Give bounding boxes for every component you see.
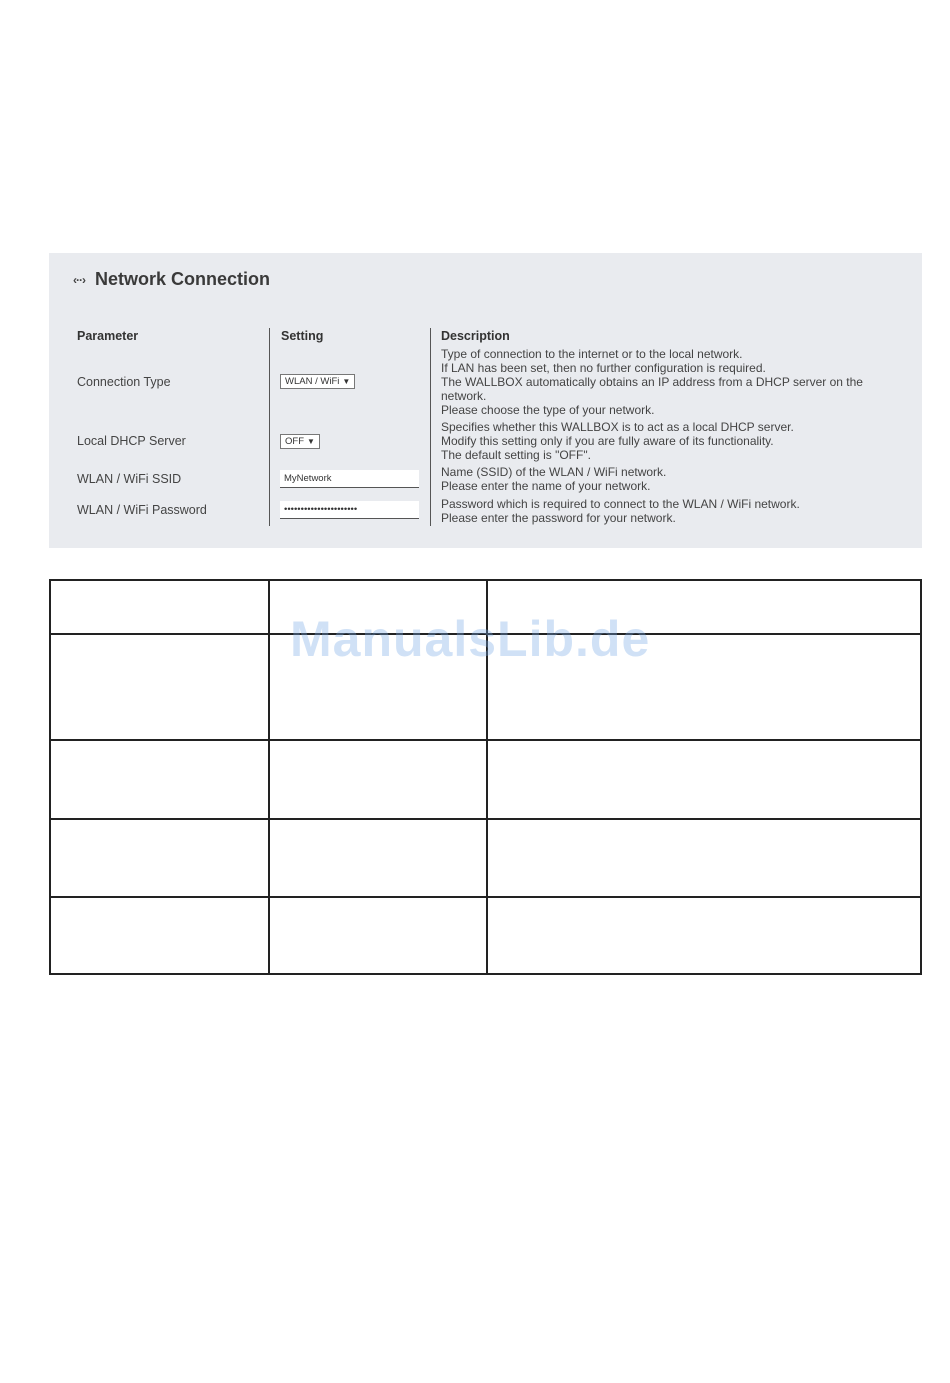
description-line: Name (SSID) of the WLAN / WiFi network. xyxy=(441,465,667,479)
column-divider-2 xyxy=(430,328,431,526)
description-line: The default setting is "OFF". xyxy=(441,448,591,462)
connection-type-description xyxy=(441,347,863,417)
watermark: ManualsLib.de xyxy=(290,611,651,667)
description-line: network. xyxy=(441,389,487,403)
password-label: WLAN / WiFi Password xyxy=(77,503,207,517)
ssid-label: WLAN / WiFi SSID xyxy=(77,472,182,486)
password-description xyxy=(441,497,800,525)
connection-type-select[interactable] xyxy=(280,374,355,389)
panel-title xyxy=(73,269,270,290)
column-header-parameter: Parameter xyxy=(77,329,139,343)
column-header-setting: Setting xyxy=(281,329,324,343)
description-line: Password which is required to connect to the WLAN / WiFi network. xyxy=(441,497,800,511)
dropdown-arrow-icon: ▼ xyxy=(307,437,315,446)
connection-type-value: WLAN / WiFi xyxy=(285,376,340,387)
network-arrows-icon: ‹··› xyxy=(73,272,85,287)
panel-title-text: Network Connection xyxy=(94,269,270,289)
table-column-divider xyxy=(268,581,270,973)
description-line: Specifies whether this WALLBOX is to act as a local DHCP server. xyxy=(441,420,794,434)
description-line: Modify this setting only if you are fully aware of its functionality. xyxy=(441,434,774,448)
ssid-input[interactable]: MyNetwork xyxy=(280,470,419,488)
dhcp-server-label: Local DHCP Server xyxy=(77,434,186,448)
column-header-description: Description xyxy=(441,329,510,343)
connection-type-label: Connection Type xyxy=(77,375,171,389)
dhcp-server-value: OFF xyxy=(285,436,304,447)
ssid-description xyxy=(441,465,666,493)
description-line: The WALLBOX automatically obtains an IP address from a DHCP server on the xyxy=(441,375,863,389)
description-line: Type of connection to the internet or to the local network. xyxy=(441,347,743,361)
description-line: Please enter the name of your network. xyxy=(441,479,651,493)
dhcp-server-select[interactable] xyxy=(280,434,320,449)
description-line: Please enter the password for your network. xyxy=(441,511,676,525)
dhcp-server-description xyxy=(441,420,794,462)
column-divider-1 xyxy=(269,328,270,526)
description-line: Please choose the type of your network. xyxy=(441,403,655,417)
password-input[interactable]: •••••••••••••••••••••• xyxy=(280,501,419,519)
network-connection-panel xyxy=(49,253,922,548)
dropdown-arrow-icon: ▼ xyxy=(342,377,351,386)
description-line: If LAN has been set, then no further configuration is required. xyxy=(441,361,766,375)
